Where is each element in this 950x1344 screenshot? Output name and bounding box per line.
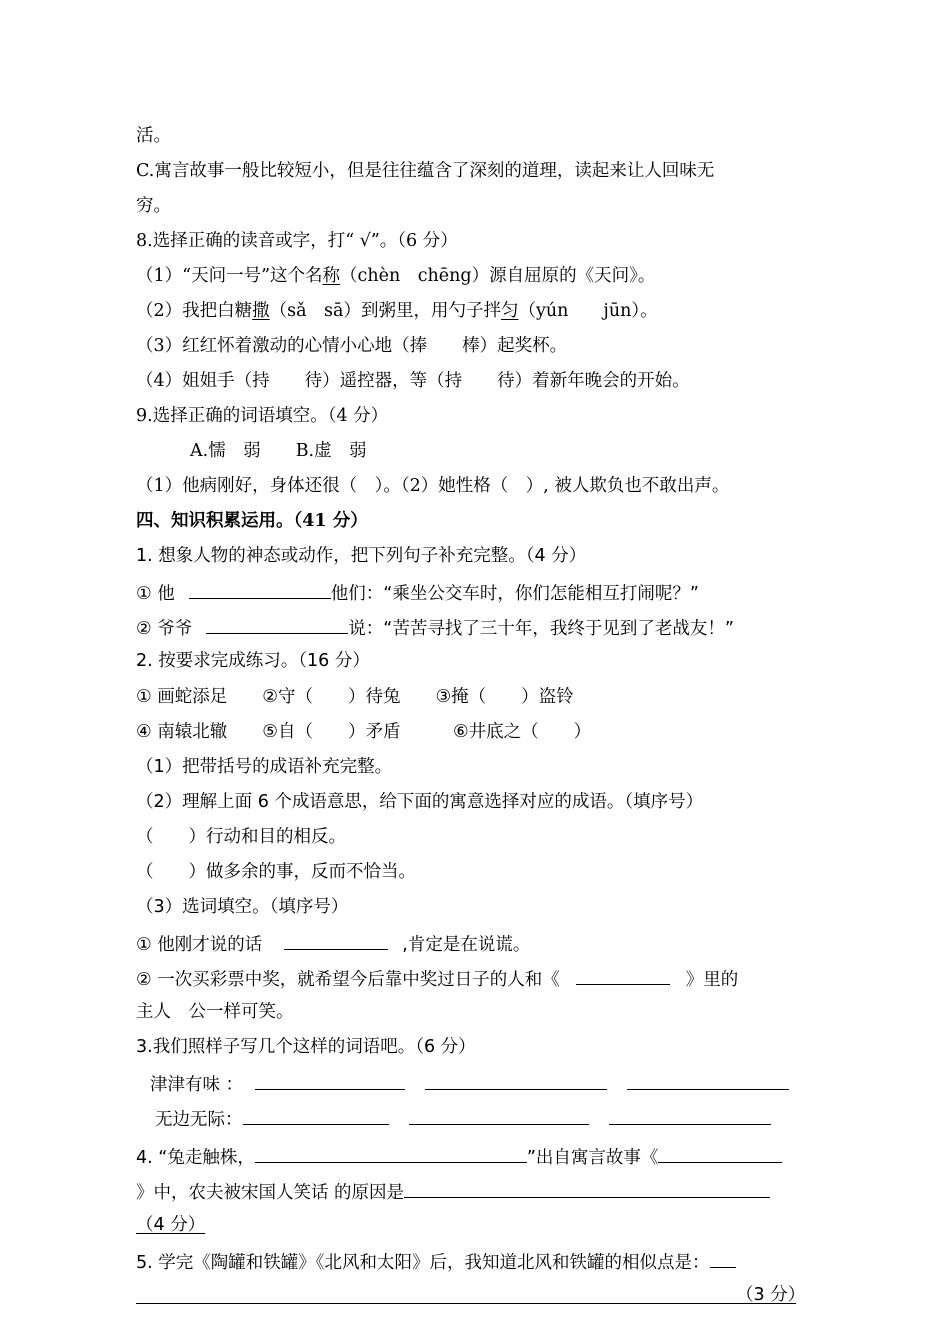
- blank-line[interactable]: [284, 931, 388, 950]
- q9-title: 9.选择正确的词语填空。（4 分）: [136, 406, 389, 426]
- s4-q2-sub-3-a-pre: ① 他刚才说的话: [136, 935, 263, 955]
- s4-q3-title: 3.我们照样子写几个这样的词语吧。（6 分）: [136, 1037, 476, 1057]
- section-4-heading: 四、知识积累运用。（41 分）: [136, 511, 368, 531]
- blank-line[interactable]: [409, 1106, 589, 1125]
- q8-item-2-a: （2）我把白糖: [136, 301, 253, 321]
- s4-q3-example-2: 无边无际：: [155, 1110, 243, 1130]
- s4-q4-l2: 》中，农夫被宋国人笑话 的原因是: [136, 1183, 405, 1203]
- blank-line[interactable]: [255, 1071, 405, 1090]
- s4-q5: [136, 1249, 736, 1274]
- s4-q1-a-post: 他们：“乘坐公交车时，你们怎能相互打闹呢？”: [330, 584, 699, 604]
- s4-q2-sub-2-b: （ ）做多余的事，反而不恰当。: [136, 862, 416, 882]
- blank-line[interactable]: [243, 1106, 389, 1125]
- q8-item-2-underlined-1: 撒: [252, 301, 270, 321]
- s4-q2-sub-3-b-cont: 主人 公一样可笑。: [136, 1002, 294, 1022]
- s4-q2-sub-3-b-pre: ② 一次买彩票中奖，就希望今后靠中奖过日子的人和《: [136, 970, 560, 990]
- s4-q2-sub-2-a: （ ）行动和目的相反。: [136, 827, 346, 847]
- blank-line[interactable]: [206, 615, 348, 634]
- blank-line[interactable]: [425, 1071, 607, 1090]
- s4-q4-mid: ”出自寓言故事《: [526, 1148, 659, 1168]
- s4-q2-idioms-row-1: ① 画蛇添足 ②守（ ）待兔 ③掩（ ）盗铃: [136, 687, 574, 707]
- s4-q2-title: 2. 按要求完成练习。（16 分）: [136, 651, 370, 671]
- s4-q2-sub-3-b-post: 》里的: [685, 970, 739, 990]
- q8-item-2-underlined-2: 匀: [500, 301, 519, 321]
- q8-item-1-underlined: 称: [322, 266, 341, 286]
- s4-q5-score: （3 分）: [736, 1285, 806, 1305]
- s4-q4-score: [136, 1214, 205, 1236]
- blank-line[interactable]: [609, 1106, 771, 1125]
- s4-q1-b-post: 说：“苦苦寻找了三十年，我终于见到了老战友！”: [348, 619, 734, 639]
- blank-line[interactable]: [658, 1144, 782, 1163]
- q9-options: A.懦 弱 B.虚 弱: [190, 441, 367, 461]
- q8-item-4: （4）姐姐手（持 待）遥控器，等（持 待）着新年晚会的开始。: [136, 371, 690, 391]
- q8-title: 8.选择正确的读音或字，打“ √”。（6 分）: [136, 231, 458, 251]
- s4-q1-a: [136, 580, 699, 605]
- blank-line[interactable]: [404, 1179, 770, 1198]
- s4-q1-title: 1. 想象人物的神态或动作，把下列句子补充完整。（4 分）: [136, 546, 587, 566]
- q8-item-2-b: （sǎ sā）到粥里，用勺子拌: [269, 301, 501, 321]
- q8-item-1-a: （1）“天问一号”这个名: [136, 266, 323, 286]
- s4-q3-example-1: 津津有味 ：: [150, 1075, 244, 1095]
- option-c: C.寓言故事一般比较短小，但是往往蕴含了深刻的道理，读起来让人回味无: [136, 161, 715, 181]
- blank-line[interactable]: [627, 1071, 789, 1090]
- q5-answer-line[interactable]: [136, 1303, 796, 1304]
- s4-q2-sub-3-b: [136, 966, 738, 991]
- s4-q4-score-text: （4 分）: [136, 1215, 206, 1235]
- s4-q2-idioms-row-2: ④ 南辕北辙 ⑤自（ ）矛盾 ⑥井底之（ ）: [136, 722, 592, 742]
- s4-q2-sub-3-a-post: ,肯定是在说谎。: [402, 935, 531, 955]
- q8-item-2-c: （yún jūn）。: [518, 301, 658, 321]
- blank-line[interactable]: [189, 580, 331, 599]
- line-continuation: 活。: [136, 126, 171, 146]
- q8-item-1-b: （chèn chēng）源自屈原的《天问》。: [340, 266, 656, 286]
- s4-q4-line-2: [136, 1179, 770, 1204]
- s4-q2-sub-3: （3）选词填空。（填序号）: [136, 897, 349, 917]
- blank-line[interactable]: [255, 1144, 527, 1163]
- s4-q2-sub-2: （2）理解上面 6 个成语意思，给下面的寓意选择对应的成语。（填序号）: [136, 792, 704, 812]
- blank-line[interactable]: [576, 966, 670, 985]
- s4-q3-row-2: [155, 1106, 771, 1131]
- s4-q3-row-1: [150, 1071, 789, 1096]
- s4-q2-sub-1: （1）把带括号的成语补充完整。: [136, 757, 393, 777]
- option-c-cont: 穷。: [136, 196, 171, 216]
- s4-q1-b: [136, 615, 734, 640]
- blank-line[interactable]: [710, 1249, 736, 1268]
- s4-q1-a-pre: ① 他: [136, 584, 175, 604]
- s4-q4-pre: 4. “兔走触株，: [136, 1148, 255, 1168]
- q8-item-2: [136, 300, 658, 322]
- s4-q5-text: 5. 学完《陶罐和铁罐》《北风和太阳》后，我知道北风和铁罐的相似点是：: [136, 1253, 710, 1273]
- s4-q1-b-pre: ② 爷爷: [136, 619, 193, 639]
- q9-sentence: （1）他病刚好，身体还很（ ）。（2）她性格（ ）, 被人欺负也不敢出声。: [136, 476, 730, 496]
- q8-item-3: （3）红红怀着激动的心情小心地（捧 棒）起奖杯。: [136, 336, 568, 356]
- s4-q4-line-1: [136, 1144, 782, 1169]
- q8-item-1: [136, 265, 655, 287]
- s4-q2-sub-3-a: [136, 931, 530, 956]
